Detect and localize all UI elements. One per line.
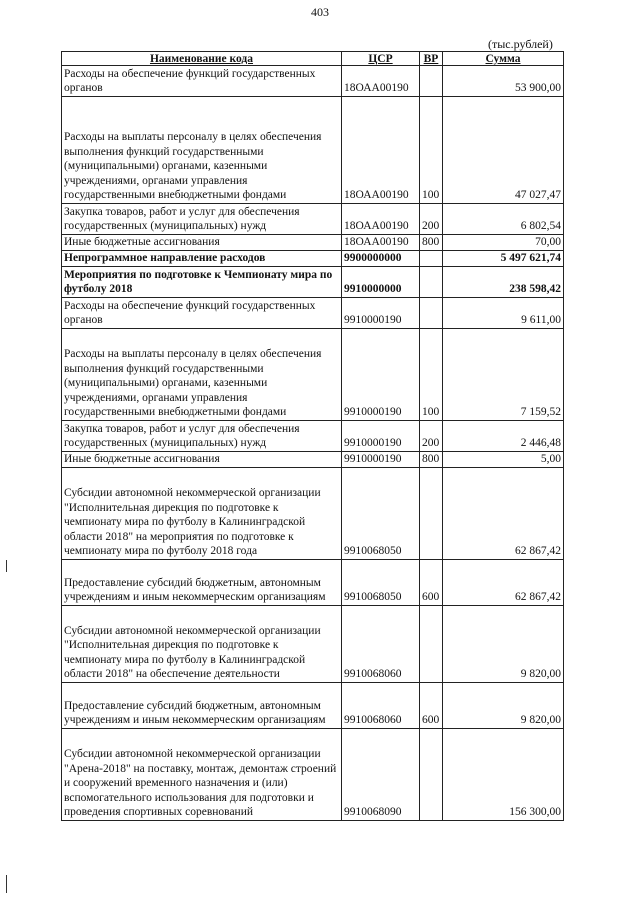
cell-name: Расходы на обеспечение функций государственных органов xyxy=(62,66,342,97)
table-row xyxy=(62,251,564,267)
table-row xyxy=(62,421,564,452)
table-row xyxy=(62,97,564,204)
cell-vr xyxy=(420,729,443,821)
cell-name: Субсидии автономной некоммерческой организации "Исполнительная дирекция по подготовке к чемпионату мира по футболу в Калининградской области 2018" на обеспечение деятельности xyxy=(62,606,342,683)
header-name: Наименование кода xyxy=(62,52,342,66)
cell-name: Субсидии автономной некоммерческой организации "Исполнительная дирекция по подготовке к чемпионату мира по футболу в Калининградской области 2018" на мероприятия по подготовке к чемпионату мира по футболу 2018 года xyxy=(62,468,342,560)
cell-csr: 9910068090 xyxy=(342,729,420,821)
cell-csr: 18ОАА00190 xyxy=(342,97,420,204)
cell-csr: 9910000190 xyxy=(342,298,420,329)
cell-csr: 18ОАА00190 xyxy=(342,204,420,235)
cell-sum: 7 159,52 xyxy=(443,329,564,421)
table-row xyxy=(62,606,564,683)
budget-table xyxy=(61,51,564,821)
table-row xyxy=(62,729,564,821)
cell-name: Расходы на выплаты персоналу в целях обеспечения выполнения функций государственными (муниципальными) органами, казенными учреждениями, органами управления государственными внебюджетными фондами xyxy=(62,329,342,421)
cell-csr: 9910000190 xyxy=(342,452,420,468)
cell-name: Мероприятия по подготовке к Чемпионату мира по футболу 2018 xyxy=(62,267,342,298)
cell-sum: 6 802,54 xyxy=(443,204,564,235)
cell-csr: 9900000000 xyxy=(342,251,420,267)
cell-csr: 9910000190 xyxy=(342,329,420,421)
cell-vr xyxy=(420,298,443,329)
header-sum: Сумма xyxy=(443,52,564,66)
header-vr: ВР xyxy=(420,52,443,66)
cell-name: Закупка товаров, работ и услуг для обеспечения государственных (муниципальных) нужд xyxy=(62,204,342,235)
cell-name: Расходы на выплаты персоналу в целях обеспечения выполнения функций государственными (муниципальными) органами, казенными учреждениями, органами управления государственными внебюджетными фондами xyxy=(62,97,342,204)
table-body xyxy=(62,66,564,821)
margin-mark xyxy=(6,560,7,572)
cell-vr: 800 xyxy=(420,235,443,251)
cell-sum: 53 900,00 xyxy=(443,66,564,97)
cell-name: Иные бюджетные ассигнования xyxy=(62,452,342,468)
cell-vr xyxy=(420,468,443,560)
cell-sum: 9 611,00 xyxy=(443,298,564,329)
cell-name: Предоставление субсидий бюджетным, автономным учреждениям и иным некоммерческим организациям xyxy=(62,683,342,729)
table-header-row xyxy=(62,52,564,66)
cell-vr: 200 xyxy=(420,421,443,452)
cell-sum: 5 497 621,74 xyxy=(443,251,564,267)
cell-name: Иные бюджетные ассигнования xyxy=(62,235,342,251)
table-row xyxy=(62,468,564,560)
cell-csr: 18ОАА00190 xyxy=(342,235,420,251)
table-row xyxy=(62,298,564,329)
cell-vr: 600 xyxy=(420,683,443,729)
cell-vr: 100 xyxy=(420,97,443,204)
table-row xyxy=(62,560,564,606)
cell-name: Закупка товаров, работ и услуг для обеспечения государственных (муниципальных) нужд xyxy=(62,421,342,452)
cell-sum: 156 300,00 xyxy=(443,729,564,821)
cell-csr: 18ОАА00190 xyxy=(342,66,420,97)
cell-sum: 9 820,00 xyxy=(443,606,564,683)
cell-name: Непрограммное направление расходов xyxy=(62,251,342,267)
cell-vr xyxy=(420,267,443,298)
table-row xyxy=(62,329,564,421)
cell-csr: 9910068060 xyxy=(342,683,420,729)
cell-sum: 62 867,42 xyxy=(443,560,564,606)
units-label: (тыс.рублей) xyxy=(488,37,553,51)
cell-sum: 5,00 xyxy=(443,452,564,468)
cell-vr: 200 xyxy=(420,204,443,235)
cell-name: Расходы на обеспечение функций государственных органов xyxy=(62,298,342,329)
table-row xyxy=(62,452,564,468)
table-row xyxy=(62,235,564,251)
cell-csr: 9910068050 xyxy=(342,468,420,560)
cell-vr xyxy=(420,606,443,683)
cell-csr: 9910000000 xyxy=(342,267,420,298)
table-row xyxy=(62,66,564,97)
table-row xyxy=(62,204,564,235)
cell-vr: 100 xyxy=(420,329,443,421)
page-number: 403 xyxy=(311,5,329,19)
cell-vr xyxy=(420,66,443,97)
table-row xyxy=(62,683,564,729)
header-csr: ЦСР xyxy=(342,52,420,66)
cell-sum: 62 867,42 xyxy=(443,468,564,560)
cell-sum: 2 446,48 xyxy=(443,421,564,452)
cell-name: Предоставление субсидий бюджетным, автономным учреждениям и иным некоммерческим организациям xyxy=(62,560,342,606)
cell-vr: 600 xyxy=(420,560,443,606)
cell-sum: 238 598,42 xyxy=(443,267,564,298)
cell-vr xyxy=(420,251,443,267)
cell-sum: 9 820,00 xyxy=(443,683,564,729)
cell-sum: 70,00 xyxy=(443,235,564,251)
cell-csr: 9910000190 xyxy=(342,421,420,452)
cell-sum: 47 027,47 xyxy=(443,97,564,204)
cell-csr: 9910068050 xyxy=(342,560,420,606)
cell-vr: 800 xyxy=(420,452,443,468)
table-row xyxy=(62,267,564,298)
cell-csr: 9910068060 xyxy=(342,606,420,683)
margin-mark xyxy=(6,875,7,893)
cell-name: Субсидии автономной некоммерческой организации "Арена-2018" на поставку, монтаж, демонтаж строений и сооружений временного назначения и (или) вспомогательного использования для подготовки и проведения спортивных соревнований xyxy=(62,729,342,821)
